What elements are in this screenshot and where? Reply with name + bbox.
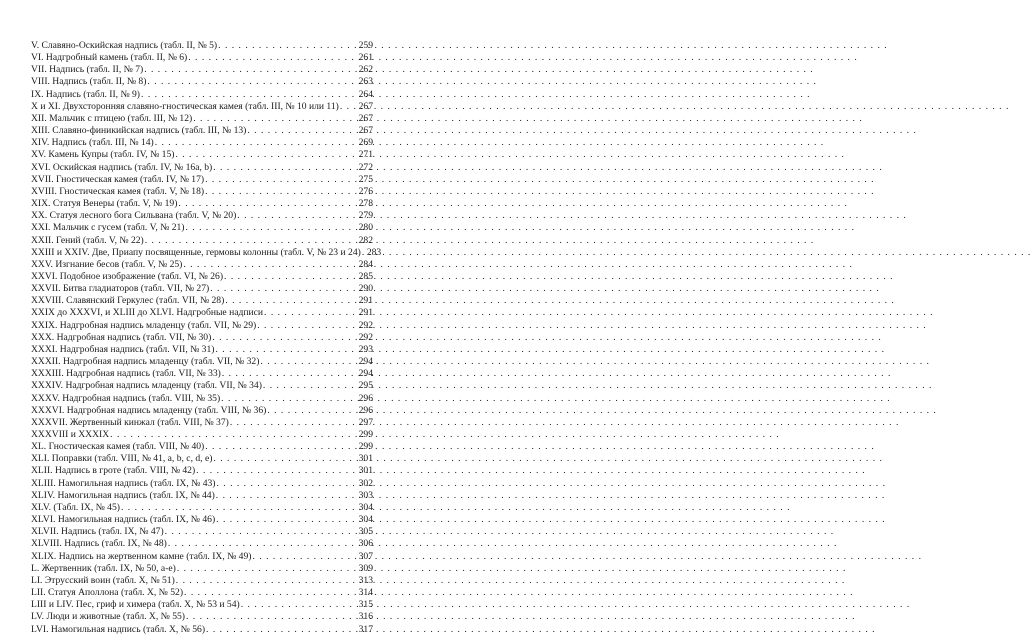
toc-entry-title: XVII. Гностическая камея (табл. IV, № 17) [31,173,205,185]
toc-entry [31,502,373,514]
toc-entry [31,599,373,611]
dot-leader [184,587,358,599]
toc-entry-title: XLV. (Табл. IX, № 45) [31,501,120,513]
toc-entry-page-number: 294 [358,368,373,380]
toc-entry-page-number: 267 [358,125,373,137]
toc-entry-title: XXIX. Надгробная надпись младенцу (табл. VII, № 29) [31,319,257,331]
toc-entry-page-number: 304 [358,501,373,513]
toc-entry-page-number: 284 [358,258,373,270]
toc-entry-page-number: 264 [358,88,373,100]
toc-entry-title: XLVIII. Надпись (табл. IX, № 48) [31,538,167,550]
toc-entry-title: XXXII. Надгробная надпись младенцу (табл. VII, № 32) [31,356,260,368]
toc-entry-title: LV. Люди и животные (табл. X, № 55) [31,611,185,623]
toc-entry-page-number: 296 [358,392,373,404]
toc-entry [31,405,373,417]
dot-leader [205,174,358,186]
dot-leader [175,149,357,161]
toc-entry-page-number: 290 [358,283,373,295]
dot-leader [168,538,358,550]
toc-entry [31,295,373,307]
dot-leader [165,526,358,538]
toc-entry-title: XIII. Славяно-финикийская надпись (табл. III, № 13) [31,125,247,137]
toc-entry-page-number: 299 [358,441,373,453]
dot-leader [144,64,357,76]
toc-entry-title: XIV. Надпись (табл. III, № 14) [31,137,154,149]
toc-entry [31,259,373,271]
toc-entry-title: XXXVI. Надгробная надпись младенцу (табл. VIII, № 36) [31,404,267,416]
toc-entry [31,575,373,587]
dot-leader [186,611,358,623]
dot-leader [176,575,358,587]
toc-entry [31,368,373,380]
toc-entry-title: VI. Надгробный камень (табл. II, № 6) [31,52,188,64]
toc-entry-title: XII. Мальчик с птицею (табл. III, № 12) [31,112,193,124]
dot-leader [216,490,358,502]
toc-entry-page-number: 297 [358,416,373,428]
dot-leader [221,393,357,405]
dot-leader [185,222,357,234]
toc-entry [31,320,373,332]
toc-entry-page-number: 291 [358,295,373,307]
toc-entry-title: XXIX до XXXVI, и XLIII до XLVI. Надгробные надписи [31,307,264,319]
toc-entry-page-number: 317 [358,623,373,635]
toc-entry [31,344,373,356]
dot-leader [218,40,357,52]
dot-leader [267,405,357,417]
toc-entry-page-number: 291 [358,307,373,319]
toc-entry-title: IX. Надпись (табл. II, № 9) [31,88,141,100]
toc-entry-page-number: 306 [358,538,373,550]
toc-entry-page-number: 280 [358,222,373,234]
dot-leader [210,283,357,295]
toc-entry-page-number: 316 [358,611,373,623]
toc-entry-title: XXXI. Надгробная надпись (табл. VII, № 31) [31,343,215,355]
dot-leader [188,52,357,64]
toc-entry [31,76,373,88]
toc-entry-page-number: 309 [358,562,373,574]
toc-entry-title: VII. Надпись (табл. II, № 7) [31,64,144,76]
toc-entry-title: LVI. Намогильная надпись (табл. X, № 56) [31,623,206,635]
toc-entry [31,210,373,222]
toc-entry [31,271,373,283]
toc-entry [31,283,373,295]
toc-entry-title: LII. Статуя Аполлона (табл. X, № 52) [31,587,184,599]
toc-entry [31,332,373,344]
toc-entry-title: LIII и LIV. Пес, гриф и химера (табл. X, № 53 и 54) [31,599,240,611]
dot-leader [216,514,357,526]
toc-entry-page-number: 314 [358,587,373,599]
dot-leader [247,125,357,137]
toc-entry-title: XXXIV. Надгробная надпись младенцу (табл. VII, № 34) [31,380,262,392]
toc-entry-page-number: 267 [358,112,373,124]
toc-entry-title: XLIV. Намогильная надпись (табл. IX, № 44) [31,489,215,501]
dot-leader [145,235,358,247]
dot-leader [225,295,357,307]
toc-entry-page-number: 272 [358,161,373,173]
toc-entry [31,222,373,234]
dot-leader [230,417,358,429]
toc-entry [31,174,373,186]
dot-leader [216,478,357,490]
dot-leader [241,599,358,611]
toc-entry-page-number: 278 [358,198,373,210]
toc-entry-title: X и XI. Двухсторонняя славяно-гностическая камея (табл. III, № 10 или 11) [31,100,339,112]
toc-entry [31,235,373,247]
dot-leader [193,113,357,125]
toc-entry [31,551,373,563]
toc-entry-title: XV. Камень Купры (табл. IV, № 15) [31,149,175,161]
toc-entry-page-number: 305 [358,526,373,538]
toc-entry [31,453,373,465]
dot-leader [121,502,358,514]
toc-entry [31,611,373,623]
toc-entry-title: XVI. Оскийская надпись (табл. IV, № 16a, b) [31,161,213,173]
toc-entry-page-number: 263 [358,76,373,88]
dot-leader [177,563,358,575]
dot-leader [110,429,357,441]
toc-entry-title: LI. Этрусский воин (табл. X, № 51) [31,574,175,586]
toc-entry-title: XXVI. Подобное изображение (табл. VI, № 26) [31,270,224,282]
toc-entry-title: XIX. Статуя Венеры (табл. V, № 19) [31,198,178,210]
toc-entry-page-number: 296 [358,404,373,416]
toc-entry-title: VIII. Надпись (табл. II, № 8) [31,76,147,88]
toc-entry-title: XLIII. Намогильная надпись (табл. IX, № 43) [31,477,216,489]
toc-entry-title: XLI. Поправки (табл. VIII, № 41, a, b, c, d, e) [31,453,213,465]
toc-entry [31,52,373,64]
toc-entry-page-number: 302 [358,477,373,489]
toc-entry-page-number: 261 [358,52,373,64]
dot-leader [183,259,357,271]
dot-leader [264,307,358,319]
toc-entry [31,40,373,52]
toc-entry [31,538,373,550]
dot-leader [213,453,357,465]
toc-entry-title: XXVIII. Славянский Геркулес (табл. VII, № 28) [31,295,225,307]
toc-entry-page-number: 275 [358,173,373,185]
toc-entry [31,149,373,161]
dot-leader [155,137,358,149]
toc-entry-page-number: 313 [358,574,373,586]
dot-leader [206,624,358,636]
toc-entry [31,514,373,526]
toc-entry-title: XVIII. Гностическая камея (табл. V, № 18) [31,185,205,197]
toc-entry [31,246,382,259]
toc-entry-page-number: 294 [358,356,373,368]
table-of-contents [31,40,382,636]
toc-entry-page-number: 292 [358,331,373,343]
toc-entry [31,587,373,599]
toc-entry-page-number: 293 [358,343,373,355]
toc-entry-title: XLIX. Надпись на жертвенном камне (табл. IX, № 49) [31,550,252,562]
toc-entry-page-number: 299 [358,429,373,440]
toc-entry-title: XLVII. Надпись (табл. IX, № 47) [31,526,164,538]
toc-entry-title: XLII. Надпись в гроте (табл. VIII, № 42) [31,465,196,477]
toc-entry-page-number: 259 [358,40,373,51]
toc-entry-title: XL. Гностическая камея (табл. VIII, № 40) [31,441,205,453]
toc-entry-page-number: 301 [358,453,373,465]
toc-entry-title: XXV. Изгнание бесов (табл. V, № 25) [31,258,183,270]
toc-entry [31,526,373,538]
toc-entry [31,162,373,174]
toc-entry-title: XXXV. Надгробная надпись (табл. VIII, № 35) [31,392,221,404]
dot-leader [252,551,357,563]
dot-leader [213,162,357,174]
toc-entry-title: XXIII и XXIV. Две, Приапу посвященные, гермовы колонны (табл. V, № 23 и 24) [31,246,361,258]
toc-entry-title: XXI. Мальчик с гусем (табл. V, № 21) [31,222,185,234]
toc-entry-title: XXII. Гений (табл. V, № 22) [31,234,144,246]
toc-entry-page-number: 269 [358,137,373,149]
toc-entry [31,490,373,502]
toc-entry-page-number: 282 [358,234,373,246]
toc-entry [31,465,373,477]
toc-entry [31,137,373,149]
dot-leader [263,380,358,392]
toc-entry [31,380,373,392]
toc-entry [31,393,373,405]
toc-entry-page-number: 315 [358,599,373,611]
toc-entry [31,186,373,198]
dot-leader [222,368,358,380]
toc-entry-title: L. Жертвенник (табл. IX, № 50, a-e) [31,562,176,574]
toc-entry-title: XXXVII. Жертвенный кинжал (табл. VIII, № 37) [31,416,229,428]
dot-leader [340,101,358,113]
toc-entry-title: XXX. Надгробная надпись (табл. VII, № 30) [31,331,212,343]
dot-leader [178,198,357,210]
toc-entry-title: XXXIII. Надгробная надпись (табл. VII, № 33) [31,368,221,380]
dot-leader [224,271,358,283]
toc-entry [31,198,373,210]
toc-entry [31,417,373,429]
toc-entry-title: XLVI. Намогильная надпись (табл. IX, № 46) [31,514,216,526]
toc-entry [31,429,373,441]
toc-entry-page-number: 295 [358,380,373,392]
toc-entry-page-number: 301 [358,465,373,477]
toc-entry-page-number: 267 [358,100,373,112]
dot-leader [147,76,357,88]
toc-entry-page-number: 303 [358,489,373,501]
toc-entry [31,441,373,453]
dot-leader [212,332,357,344]
toc-entry [31,113,373,125]
toc-entry [31,64,373,76]
toc-entry-page-number: 307 [358,550,373,562]
toc-entry-page-number: 304 [358,514,373,526]
toc-entry-page-number: 262 [358,64,373,76]
toc-entry-title: XXXVIII и XXXIX [31,429,110,440]
toc-entry-page-number: 279 [358,210,373,222]
dot-leader [205,186,358,198]
toc-entry-page-number: 285 [358,270,373,282]
toc-entry-page-number: 276 [358,185,373,197]
toc-entry-title: V. Славяно-Оскийская надпись (табл. II, № 5) [31,40,218,51]
toc-entry [31,478,373,490]
dot-leader [257,320,357,332]
toc-entry-page-number: 292 [358,319,373,331]
toc-entry [31,624,373,636]
dot-leader [196,465,357,477]
toc-entry [31,307,373,319]
dot-leader [260,356,357,368]
toc-entry-page-number: 283 [366,246,382,258]
toc-entry [31,125,373,137]
dot-leader [205,441,357,453]
toc-entry [31,101,373,113]
toc-entry [31,89,373,101]
dot-leader [141,89,358,101]
toc-entry-title: XX. Статуя лесного бога Сильвана (табл. V, № 20) [31,210,237,222]
toc-entry [31,356,373,368]
toc-entry-title: XXVII. Битва гладиаторов (табл. VII, № 27) [31,283,210,295]
dot-leader [215,344,357,356]
toc-entry [31,563,373,575]
dot-leader [237,210,357,222]
toc-entry-page-number: 271 [358,149,373,161]
